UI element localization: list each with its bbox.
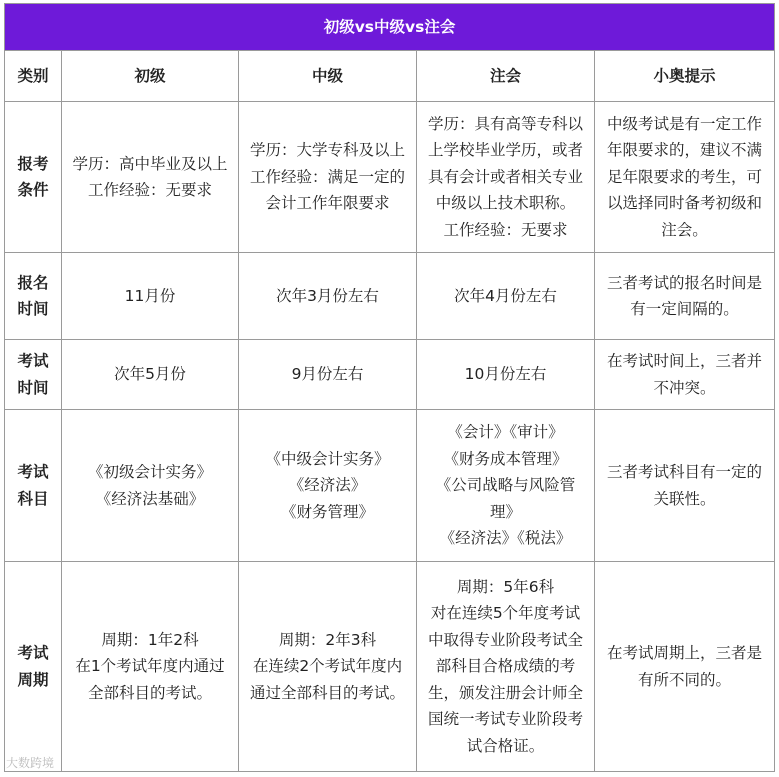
- cell-line: 足年限要求的考生，可: [607, 167, 763, 186]
- cell-line: 次年4月份左右: [454, 286, 557, 305]
- cell-line: 报考: [17, 154, 49, 173]
- cell-line: 次年5月份: [114, 365, 186, 384]
- cell-line: 次年3月份左右: [276, 286, 379, 305]
- cell-line: 工作经验：满足一定的: [249, 167, 405, 186]
- cell-line: 全部科目的考试。: [87, 683, 212, 702]
- chuji-cell: [62, 340, 239, 410]
- cell-line: 中级以上技术职称。: [435, 194, 576, 213]
- chuji-cell: [62, 102, 239, 253]
- zhongji-cell: [239, 253, 417, 340]
- cell-line: 《经济法基础》: [95, 489, 205, 508]
- cell-line: 上学校毕业学历，或者: [427, 141, 583, 160]
- tip-cell: [595, 410, 775, 562]
- cell-line: 《财务成本管理》: [443, 449, 568, 468]
- cell-line: 以选择同时备考初级和: [607, 194, 763, 213]
- zhongji-cell: [239, 410, 417, 562]
- tip-cell: [595, 340, 775, 410]
- cell-line: 10月份左右: [464, 365, 547, 384]
- cell-line: 在考试时间上，三者并: [607, 352, 763, 370]
- chuji-cell: [62, 410, 239, 562]
- header-zhongji: 中级: [239, 51, 417, 102]
- cell-line: 中级考试是有一定工作: [607, 114, 763, 133]
- cell-line: 年限要求的，建议不满: [607, 141, 763, 160]
- cell-line: 通过全部科目的考试。: [249, 683, 405, 702]
- cell-line: 部科目合格成绩的考: [435, 657, 576, 676]
- cell-line: 《经济法》《税法》: [439, 529, 572, 548]
- cell-line: 在连续2个考试年度内: [252, 657, 403, 676]
- tip-cell: [595, 102, 775, 253]
- cell-line: 三者考试的报名时间是: [607, 273, 763, 292]
- cell-line: 有所不同的。: [638, 670, 732, 689]
- cell-line: 《公司战略与风险管: [435, 476, 576, 495]
- cell-line: 时间: [17, 300, 49, 318]
- table-row: [5, 410, 775, 562]
- cell-line: 注会。: [661, 220, 708, 239]
- table-row: [5, 102, 775, 253]
- zhongji-cell: [239, 340, 417, 410]
- tip-cell: [595, 253, 775, 340]
- cell-line: 学历：大学专科及以上: [249, 141, 405, 160]
- header-category: 类别: [5, 51, 62, 102]
- cell-line: 生，颁发注册会计师全: [427, 683, 583, 702]
- comparison-table: [4, 3, 775, 772]
- header-tip: 小奥提示: [595, 51, 775, 102]
- cell-line: 在考试周期上，三者是: [607, 644, 763, 662]
- cell-line: 9月份左右: [291, 365, 364, 384]
- cell-line: 有一定间隔的。: [630, 300, 739, 318]
- cell-line: 《经济法》: [288, 476, 367, 495]
- cell-line: 学历：具有高等专科以: [427, 114, 583, 133]
- cell-line: 科目: [17, 489, 49, 508]
- cell-line: 不冲突。: [653, 378, 716, 397]
- cell-line: 国统一考试专业阶段考: [427, 710, 583, 729]
- category-cell: [5, 410, 62, 562]
- cell-line: 周期：1年2科: [101, 630, 199, 649]
- cell-line: 《初级会计实务》: [87, 463, 212, 481]
- cell-line: 具有会计或者相关专业: [427, 167, 583, 186]
- title-row: [5, 4, 775, 51]
- cell-line: 考试: [17, 352, 49, 370]
- cell-line: 关联性。: [653, 489, 716, 508]
- category-cell: [5, 102, 62, 253]
- chuji-cell: [62, 253, 239, 340]
- header-row: [5, 51, 775, 102]
- cell-line: 《会计》《审计》: [447, 423, 564, 442]
- cell-line: 周期：2年3科: [278, 630, 377, 649]
- cell-line: 时间: [17, 378, 49, 397]
- cell-line: 《财务管理》: [280, 502, 374, 521]
- watermark: 大数跨境: [6, 756, 55, 770]
- zhongji-cell: [239, 102, 417, 253]
- header-zhuhui: 注会: [417, 51, 595, 102]
- zhuhui-cell: [417, 253, 595, 340]
- cell-line: 周期: [17, 670, 49, 689]
- cell-line: 理》: [489, 502, 521, 521]
- table-row: [5, 562, 775, 772]
- table-title: 初级vs中级vs注会: [5, 4, 775, 51]
- cell-line: 条件: [17, 181, 49, 199]
- cell-line: 会计工作年限要求: [265, 194, 390, 213]
- cell-line: 在1个考试年度内通过: [75, 657, 225, 676]
- category-cell: [5, 562, 62, 772]
- cell-line: 《中级会计实务》: [265, 449, 390, 468]
- zhuhui-cell: [417, 102, 595, 253]
- category-cell: [5, 253, 62, 340]
- zhuhui-cell: [417, 410, 595, 562]
- zhuhui-cell: [417, 340, 595, 410]
- cell-line: 中取得专业阶段考试全: [427, 630, 583, 649]
- tip-cell: [595, 562, 775, 772]
- table-row: [5, 340, 775, 410]
- table-row: [5, 253, 775, 340]
- cell-line: 11月份: [124, 286, 176, 305]
- cell-line: 工作经验：无要求: [443, 220, 568, 239]
- zhongji-cell: [239, 562, 417, 772]
- zhuhui-cell: [417, 562, 595, 772]
- cell-line: 试合格证。: [466, 736, 545, 755]
- cell-line: 三者考试科目有一定的: [607, 463, 763, 481]
- cell-line: 报名: [17, 273, 49, 292]
- cell-line: 周期：5年6科: [456, 577, 555, 596]
- category-cell: [5, 340, 62, 410]
- cell-line: 学历：高中毕业及以上: [72, 154, 228, 173]
- cell-line: 考试: [17, 644, 49, 662]
- cell-line: 考试: [17, 463, 49, 481]
- header-chuji: 初级: [62, 51, 239, 102]
- cell-line: 对在连续5个年度考试: [430, 604, 581, 623]
- chuji-cell: [62, 562, 239, 772]
- cell-line: 工作经验：无要求: [87, 181, 212, 199]
